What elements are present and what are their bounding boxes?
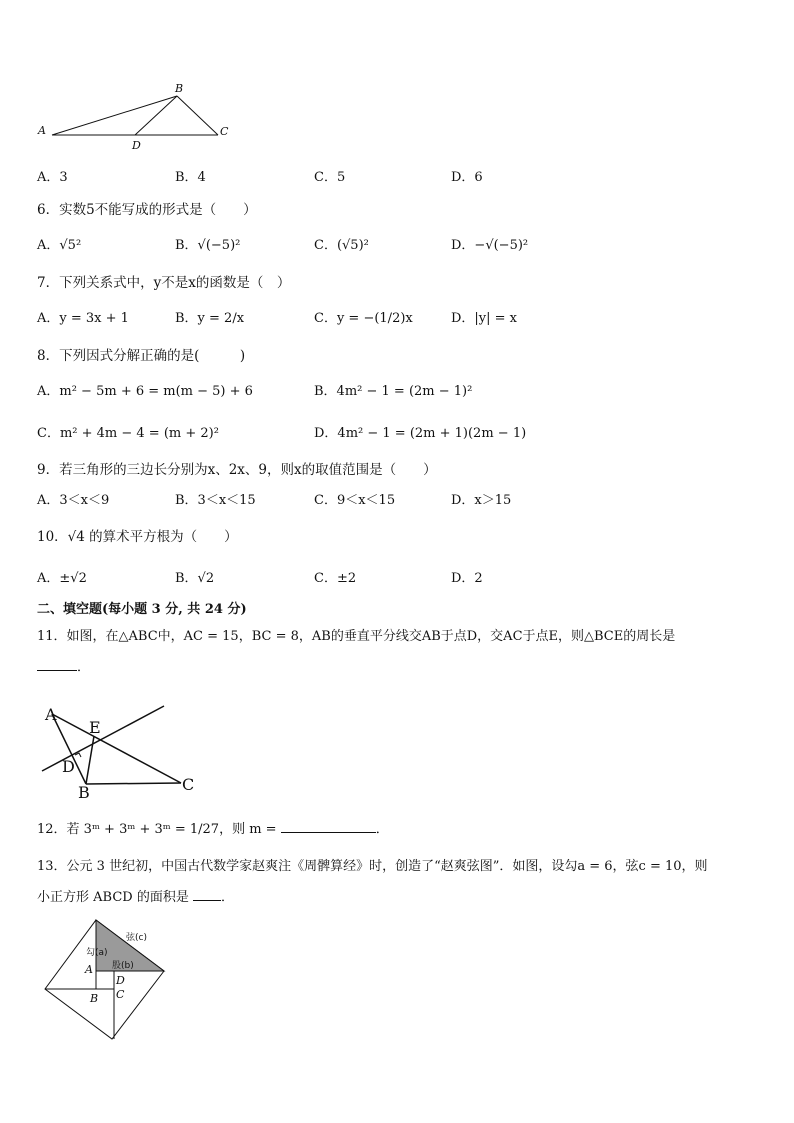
q8-stem: 8．下列因式分解正确的是( ) xyxy=(37,348,246,364)
label-b: B xyxy=(90,992,99,1005)
q13-end: ． xyxy=(220,890,234,905)
q12-stem: 12．若 3ᵐ + 3ᵐ + 3ᵐ = 1/27，则 m = xyxy=(37,822,277,837)
label-c: C xyxy=(220,125,229,138)
label-b: B xyxy=(175,82,184,95)
label-c: C xyxy=(116,988,125,1001)
q11-blank[interactable] xyxy=(37,656,77,671)
q6-option-b[interactable]: B．√(−5)² xyxy=(175,238,241,253)
label-e: E xyxy=(89,718,101,737)
q8-option-c[interactable]: C．m² + 4m − 4 = (m + 2)² xyxy=(37,426,219,441)
label-b: B xyxy=(78,783,90,802)
segment-bc xyxy=(177,96,218,135)
label-d: D xyxy=(132,139,141,152)
q5-option-d[interactable]: D．6 xyxy=(451,170,483,185)
q9-option-a[interactable]: A．3＜x＜9 xyxy=(37,493,110,508)
label-d: D xyxy=(116,974,125,987)
section-title-fill-in: 二、填空题(每小题 3 分, 共 24 分) xyxy=(37,602,247,617)
q6-stem: 6．实数5不能写成的形式是（ ） xyxy=(37,202,257,218)
q10-option-c[interactable]: C．±2 xyxy=(314,571,357,586)
q5-option-b[interactable]: B．4 xyxy=(175,170,206,185)
q10-option-d[interactable]: D．2 xyxy=(451,571,483,586)
triangle-figure-q11 xyxy=(38,700,208,800)
zhao-shuang-diagram xyxy=(40,915,175,1050)
label-c: C xyxy=(182,775,195,794)
q11-answer-line[interactable] xyxy=(37,656,90,675)
q13-blank[interactable] xyxy=(193,886,221,901)
q13-stem-line1: 13．公元 3 世纪初，中国古代数学家赵爽注《周髀算经》时，创造了“赵爽弦图”．如图，设勾a = 6，弦c = 10，则 xyxy=(37,859,708,874)
label-xian: 弦(c) xyxy=(126,933,147,943)
q11-stem: 11．如图，在△ABC中，AC = 15，BC = 8，AB的垂直平分线交AB于点D，交AC于点E，则△BCE的周长是 xyxy=(37,629,676,644)
q7-option-d[interactable]: D．|y| = x xyxy=(451,311,518,326)
q5-option-a[interactable]: A．3 xyxy=(37,170,68,185)
segment-be xyxy=(86,736,94,784)
q8-option-a[interactable]: A．m² − 5m + 6 = m(m − 5) + 6 xyxy=(37,384,253,399)
q12-line xyxy=(37,818,389,837)
q5-option-c[interactable]: C．5 xyxy=(314,170,346,185)
q8-option-d[interactable]: D．4m² − 1 = (2m + 1)(2m − 1) xyxy=(314,426,527,441)
label-a: A xyxy=(38,124,46,137)
q7-option-b[interactable]: B．y = 2/x xyxy=(175,311,245,326)
q10-stem: 10．√4 的算术平方根为（ ） xyxy=(37,529,238,545)
q7-option-a[interactable]: A．y = 3x + 1 xyxy=(37,311,129,326)
q8-option-b[interactable]: B．4m² − 1 = (2m − 1)² xyxy=(314,384,473,399)
segment-ab xyxy=(52,96,177,135)
q6-option-c[interactable]: C．(√5)² xyxy=(314,238,369,253)
q6-option-d[interactable]: D．−√(−5)² xyxy=(451,238,529,253)
segment-bd xyxy=(135,96,177,135)
perpendicular-bisector-line xyxy=(42,706,164,771)
q11-end: ． xyxy=(77,660,91,675)
segment-bc xyxy=(86,783,181,784)
q9-option-b[interactable]: B．3＜x＜15 xyxy=(175,493,256,508)
label-a: A xyxy=(85,963,93,976)
q7-stem: 7．下列关系式中，y不是x的函数是（ ） xyxy=(37,275,291,291)
q7-option-c[interactable]: C．y = −(1/2)x xyxy=(314,311,413,326)
label-d: D xyxy=(62,757,75,776)
q12-blank[interactable] xyxy=(281,818,376,833)
q13-stem-line2: 小正方形 ABCD 的面积是 xyxy=(37,890,189,905)
q9-option-c[interactable]: C．9＜x＜15 xyxy=(314,493,396,508)
q6-option-a[interactable]: A．√5² xyxy=(37,238,82,253)
label-a: A xyxy=(45,705,57,724)
q10-option-a[interactable]: A．±√2 xyxy=(37,571,87,586)
triangle-figure-q5 xyxy=(30,78,240,153)
q9-option-d[interactable]: D．x＞15 xyxy=(451,493,512,508)
label-gu: 股(b) xyxy=(112,961,134,971)
label-gou: 勾(a) xyxy=(86,948,108,958)
q9-stem: 9．若三角形的三边长分别为x、2x、9，则x的取值范围是（ ） xyxy=(37,462,437,478)
q10-option-b[interactable]: B．√2 xyxy=(175,571,215,586)
q12-end: ． xyxy=(375,822,389,837)
q13-line2 xyxy=(37,886,234,905)
